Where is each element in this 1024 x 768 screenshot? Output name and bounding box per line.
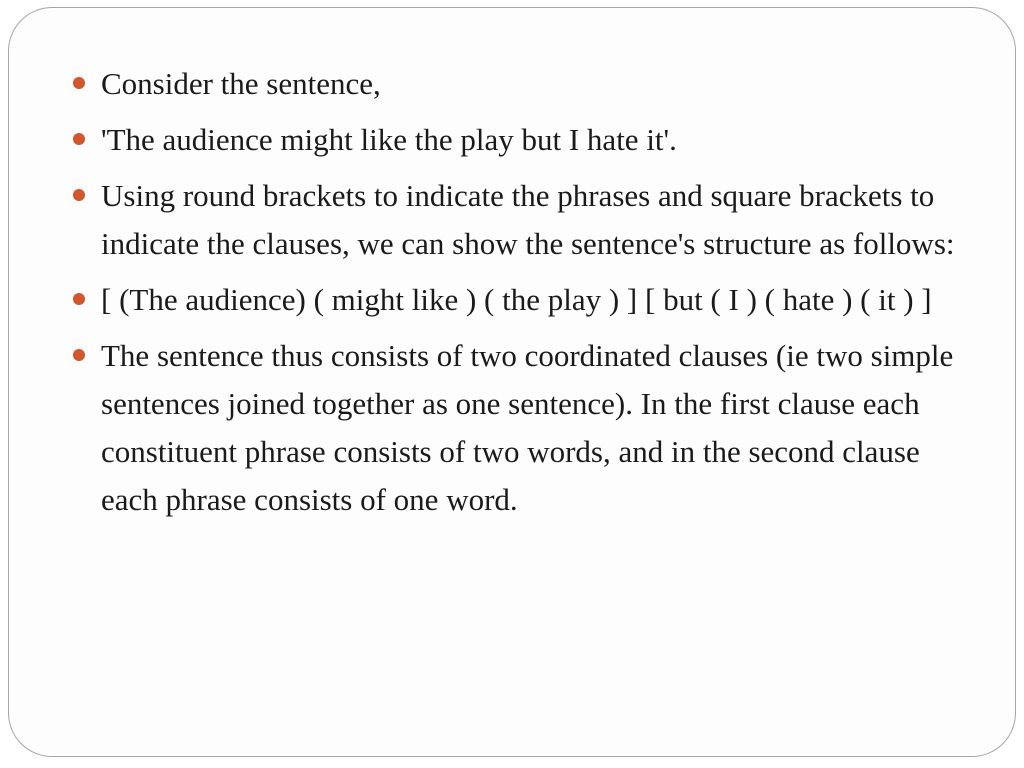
bullet-text: [ (The audience) ( might like ) ( the play ) ] [ but ( I ) ( hate ) ( it ) ]	[101, 282, 932, 317]
bullet-dot-icon	[73, 349, 85, 361]
bullet-text: Consider the sentence,	[101, 66, 381, 101]
bullet-item	[71, 332, 971, 524]
bullet-dot-icon	[73, 293, 85, 305]
bullet-list	[71, 60, 971, 532]
bullet-item	[71, 172, 971, 268]
bullet-item	[71, 116, 971, 164]
bullet-item	[71, 60, 971, 108]
bullet-dot-icon	[73, 77, 85, 89]
bullet-text: 'The audience might like the play but I hate it'.	[101, 122, 677, 157]
bullet-text: The sentence thus consists of two coordinated clauses (ie two simple sentences joined together as one sentence). In the first clause each constituent phrase consists of two words, and in the second clause each phrase consists of one word.	[101, 338, 954, 517]
bullet-dot-icon	[73, 133, 85, 145]
bullet-dot-icon	[73, 189, 85, 201]
bullet-item	[71, 276, 971, 324]
slide-frame	[8, 7, 1016, 757]
bullet-text: Using round brackets to indicate the phrases and square brackets to indicate the clauses, we can show the sentence's structure as follows:	[101, 178, 955, 261]
